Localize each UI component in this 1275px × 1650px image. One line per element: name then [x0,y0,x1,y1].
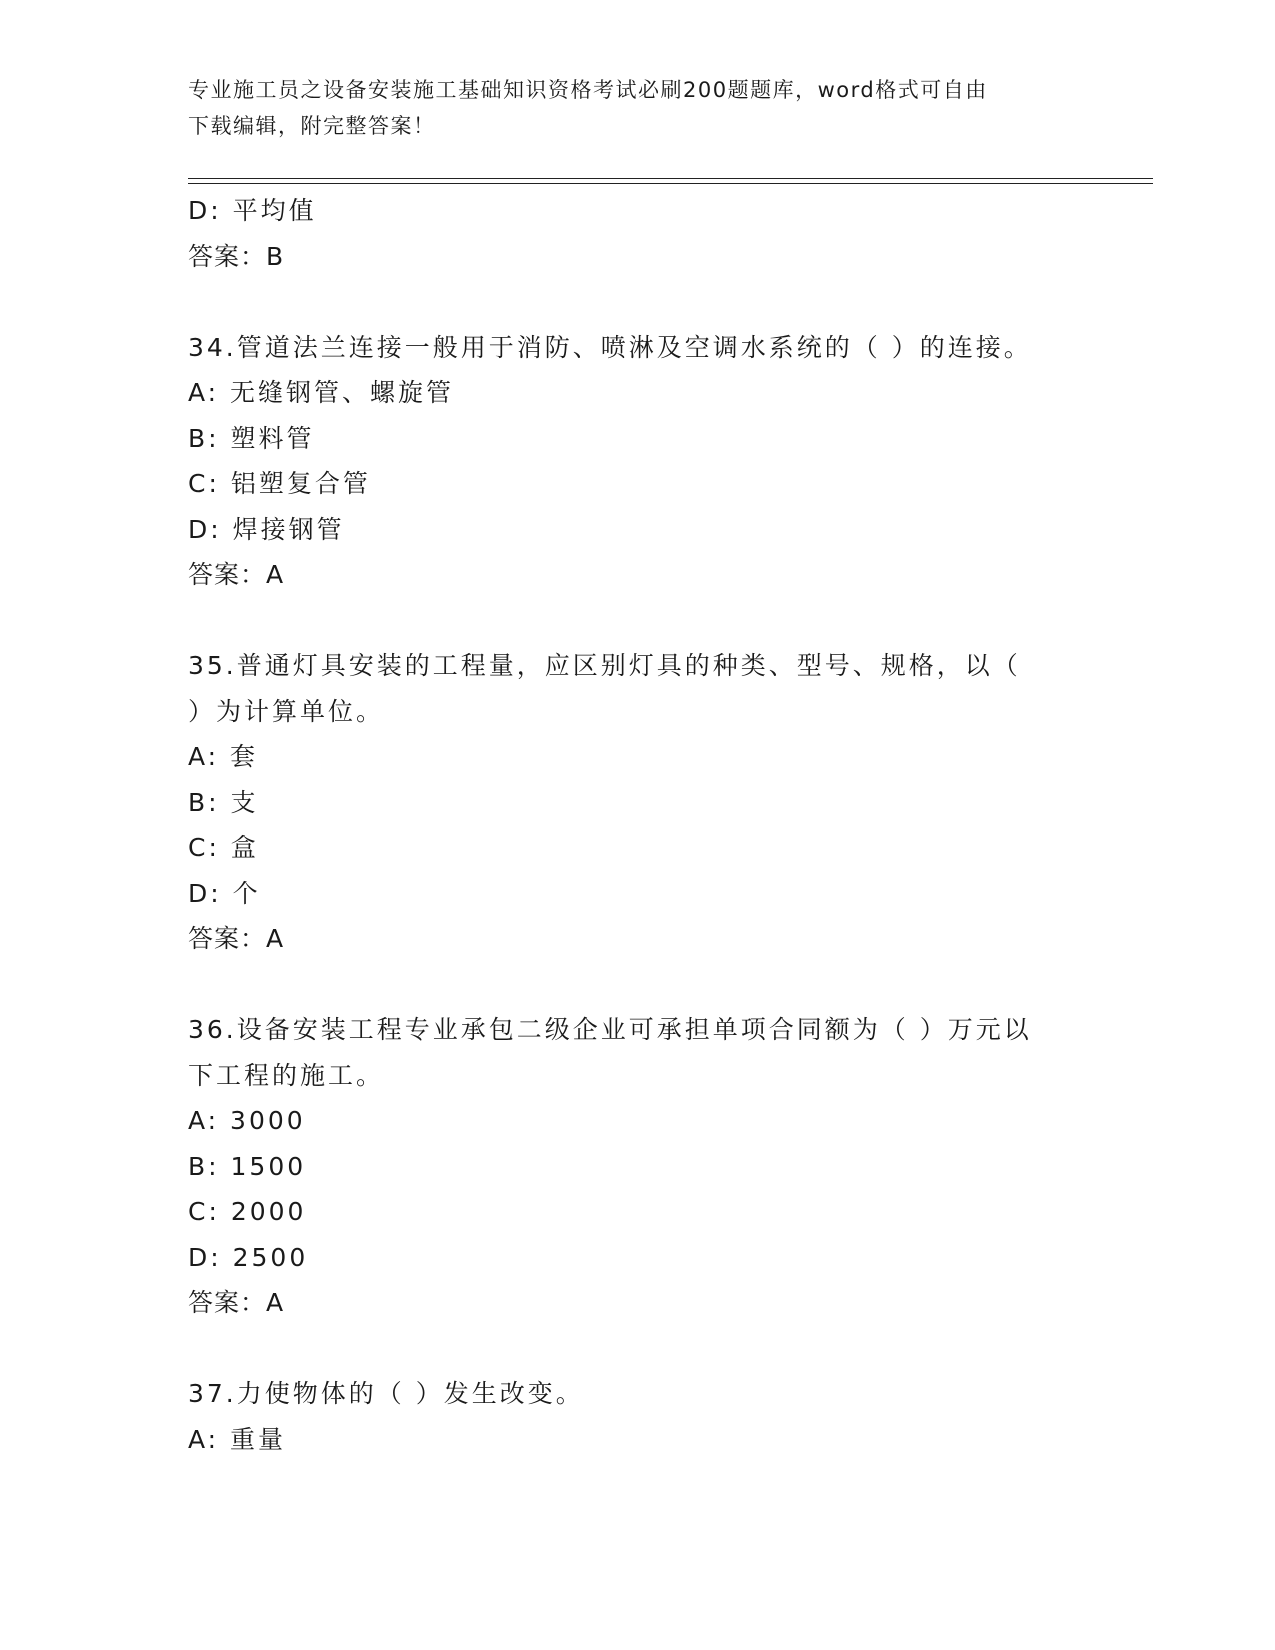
header-line-1: 专业施工员之设备安装施工基础知识资格考试必刷200题题库，word格式可自由 [188,78,988,102]
question-content [188,188,1068,1462]
question-37-text: 37.力使物体的（ ）发生改变。 [188,1379,584,1408]
question-35-option-c: C: 盒 [188,833,259,862]
question-35-option-b: B: 支 [188,787,259,817]
question-36-answer: 答案：A [188,1288,285,1317]
question-34 [188,325,1068,598]
spacer [188,279,1068,325]
question-36-text-line-1: 36.设备安装工程专业承包二级企业可承担单项合同额为（ ）万元以 [188,1015,1032,1044]
question-35-option-d: D: 个 [188,878,261,908]
question-37 [188,1371,1068,1462]
prev-option-d: D: 平均值 [188,196,317,225]
spacer [188,598,1068,644]
question-34-text: 34.管道法兰连接一般用于消防、喷淋及空调水系统的（ ）的连接。 [188,332,1032,362]
question-36-option-a: A: 3000 [188,1106,306,1135]
prev-answer: 答案：B [188,241,285,271]
spacer [188,962,1068,1008]
question-35-answer: 答案：A [188,924,285,953]
question-36 [188,1007,1068,1326]
question-36-option-b: B: 1500 [188,1151,307,1181]
question-35-text-line-1: 35.普通灯具安装的工程量，应区别灯具的种类、型号、规格，以（ [188,651,1021,680]
spacer [188,1326,1068,1372]
question-34-option-d: D: 焊接钢管 [188,514,345,544]
question-35-option-a: A: 套 [188,742,259,771]
question-36-text-line-2: 下工程的施工。 [188,1060,385,1090]
question-35-text-line-2: ）为计算单位。 [188,696,385,726]
question-37-option-a: A: 重量 [188,1424,287,1454]
question-34-option-b: B: 塑料管 [188,423,315,453]
header-line-2: 下载编辑，附完整答案！ [188,114,436,138]
question-34-option-c: C: 铝塑复合管 [188,469,371,498]
header-divider-bottom [188,183,1153,184]
question-36-option-c: C: 2000 [188,1197,307,1226]
header-divider-top [188,178,1153,179]
question-34-answer: 答案：A [188,560,285,589]
question-35 [188,643,1068,962]
question-36-option-d: D: 2500 [188,1242,309,1272]
document-header [188,72,1088,144]
question-34-option-a: A: 无缝钢管、螺旋管 [188,378,455,407]
